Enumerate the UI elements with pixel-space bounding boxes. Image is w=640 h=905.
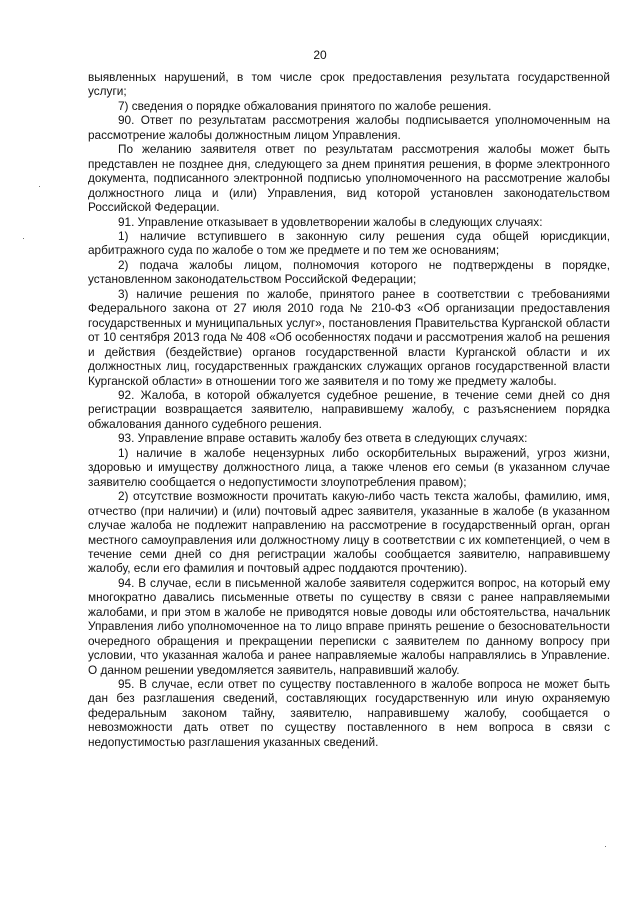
document-body: [88, 70, 610, 749]
paragraph: 7) сведения о порядке обжалования принятого по жалобе решения.: [118, 98, 492, 113]
paragraph: 91. Управление отказывает в удовлетворении жалобы в следующих случаях:: [118, 214, 543, 229]
paragraph: 93. Управление вправе оставить жалобу без ответа в следующих случаях:: [118, 431, 528, 446]
paragraph: 1) наличие вступившего в законную силу решения суда общей юрисдикции, арбитражного суда по жалобе о том же предмете и по тем же основаниям;: [88, 228, 610, 258]
paragraph: 1) наличие в жалобе нецензурных либо оскорбительных выражений, угроз жизни, здоровью и имуществу должностного лица, а также членов его семьи (в указанном случае заявителю сообщается о недопустимости злоупотребления правом);: [88, 445, 610, 489]
paragraph: 94. В случае, если в письменной жалобе заявителя содержится вопрос, на который ему многократно давались письменные ответы по существу в связи с ранее направляемыми жалобами, и при этом в жалобе не приводятся новые доводы или обстоятельства, начальник Управления либо уполномоченное на то лицо вправе принять решение о безосновательности очередного обращения и прекращении переписки с заявителем по данному вопросу при условии, что указанная жалоба и ранее направляемые жалобы направлялись в Управление. О данном решении уведомляется заявитель, направивший жалобу.: [88, 575, 610, 677]
scan-speck: ·: [38, 181, 41, 191]
paragraph: 3) наличие решения по жалобе, принятого ранее в соответствии с требованиями Федерального закона от 27 июля 2010 года № 210-ФЗ «Об организации предоставления государственных и муниципальных услуг», постановления Правительства Курганской области от 10 сентября 2013 года № 408 «Об особенностях подачи и рассмотрения жалоб на решения и действия (бездействие) органов государственной власти Курганской области и их должностных лиц, государственных гражданских служащих органов государственной власти Курганской области» в отношении того же заявителя и по тому же предмету жалобы.: [88, 286, 610, 388]
scan-speck: ·: [22, 233, 25, 243]
page-number: 20: [313, 48, 327, 62]
paragraph: По желанию заявителя ответ по результатам рассмотрения жалобы может быть представлен не позднее дня, следующего за днем принятия решения, в форме электронного документа, подписанного электронной подписью уполномоченного на рассмотрение жалобы должностного лица и (или) Управления, вид которой установлен законодательством Российской Федерации.: [88, 142, 610, 215]
paragraph: 90. Ответ по результатам рассмотрения жалобы подписывается уполномоченным на рассмотрение жалобы должностным лицом Управления.: [88, 113, 610, 142]
paragraph: выявленных нарушений, в том числе срок предоставления результата государственной услуги;: [88, 70, 610, 99]
paragraph: 92. Жалоба, в которой обжалуется судебное решение, в течение семи дней со дня регистрации возвращается заявителю, направившему жалобу, с разъяснением порядка обжалования данного судебного решения.: [88, 387, 610, 431]
paragraph: 2) отсутствие возможности прочитать какую-либо часть текста жалобы, фамилию, имя, отчество (при наличии) и (или) почтовый адрес заявителя, указанные в жалобе (в указанном случае жалоба не подлежит направлению на рассмотрение в государственный орган, орган местного самоуправления или должностному лицу в соответствии с их компетенцией, о чем в течение семи дней со дня регистрации жалобы сообщается заявителю, направившему жалобу, если его фамилия и почтовый адрес поддаются прочтению).: [88, 489, 610, 576]
paragraph: 95. В случае, если ответ по существу поставленного в жалобе вопроса не может быть дан без разглашения сведений, составляющих государственную или иную охраняемую федеральным законом тайну, заявителю, направившему жалобу, сообщается о невозможности дать ответ по существу поставленного в нем вопроса в связи с недопустимостью разглашения указанных сведений.: [88, 677, 610, 749]
paragraph: 2) подача жалобы лицом, полномочия которого не подтверждены в порядке, установленном законодательством Российской Федерации;: [88, 257, 610, 287]
scan-speck: ·: [604, 841, 607, 851]
